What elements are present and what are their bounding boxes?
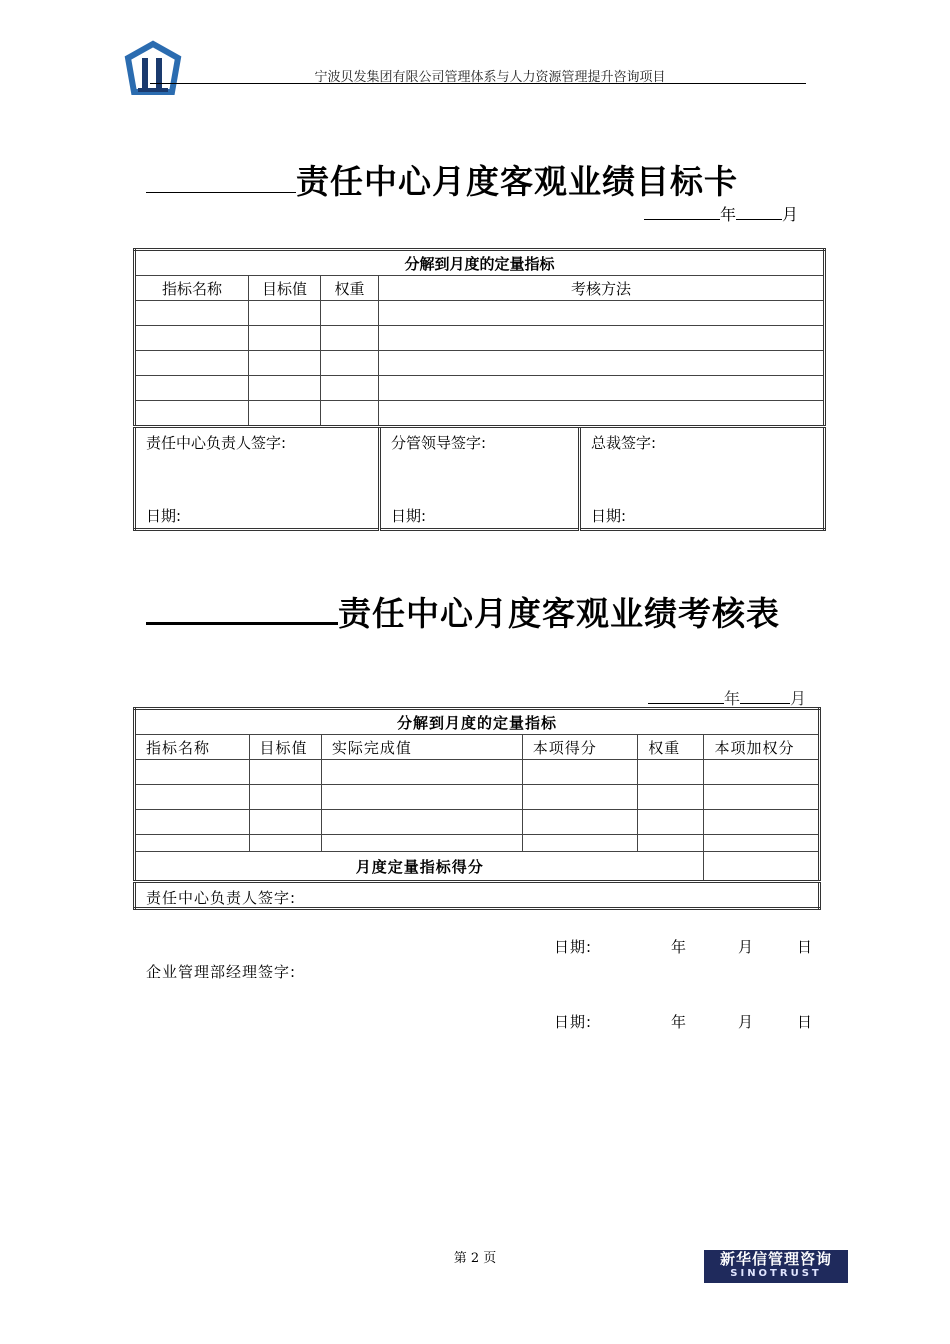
- cell[interactable]: [321, 376, 379, 401]
- cell[interactable]: [379, 351, 825, 376]
- card1-signature-leader-date: 日期:: [391, 507, 427, 525]
- card1-year-month: [644, 202, 798, 225]
- table-row: [135, 401, 825, 427]
- cell[interactable]: [135, 760, 250, 785]
- card1-section-header: 分解到月度的定量指标: [135, 250, 825, 276]
- cell[interactable]: [321, 835, 522, 852]
- cell[interactable]: [379, 326, 825, 351]
- card2-year-label: 年: [724, 689, 741, 708]
- cell[interactable]: [321, 810, 522, 835]
- card2-sign-owner-date-label: 日期:: [554, 938, 593, 956]
- brand-name-en: SINOTRUST: [730, 1268, 822, 1279]
- cell[interactable]: [249, 810, 321, 835]
- cell[interactable]: [379, 401, 825, 427]
- card1-year-blank: [644, 205, 720, 220]
- cell[interactable]: [321, 760, 522, 785]
- card2-col-target: 目标值: [249, 735, 321, 760]
- company-logo: [124, 40, 182, 96]
- card1-signature-owner-date: 日期:: [146, 507, 182, 525]
- cell[interactable]: [135, 326, 249, 351]
- card2-total-value[interactable]: [704, 852, 820, 882]
- cell[interactable]: [135, 785, 250, 810]
- table-row: [135, 376, 825, 401]
- card1-title-line: [146, 156, 738, 203]
- cell[interactable]: [135, 376, 249, 401]
- card2-sign-manager-month: 月: [738, 1013, 755, 1031]
- cell[interactable]: [638, 760, 704, 785]
- table-row: [135, 760, 820, 785]
- card2-title-blank: [146, 596, 338, 625]
- card1-signature-leader-label: 分管领导签字:: [391, 434, 487, 452]
- card2-year-month: [648, 686, 806, 709]
- card2-sign-owner-month: 月: [738, 938, 755, 956]
- card1-title: 责任中心月度客观业绩目标卡: [296, 162, 738, 201]
- card1-col-weight: 权重: [321, 276, 379, 301]
- table-row: [135, 835, 820, 852]
- card1-month-blank: [736, 205, 782, 220]
- cell[interactable]: [321, 326, 379, 351]
- cell[interactable]: [135, 810, 250, 835]
- cell[interactable]: [522, 760, 638, 785]
- cell[interactable]: [249, 401, 321, 427]
- cell[interactable]: [321, 785, 522, 810]
- card1-signature-president-date: 日期:: [591, 507, 627, 525]
- card2-total-label: 月度定量指标得分: [135, 852, 704, 882]
- cell[interactable]: [522, 810, 638, 835]
- brand-name-cn: 新华信管理咨询: [719, 1250, 832, 1268]
- card1-signature-president[interactable]: [580, 427, 825, 530]
- page-number: 第 2 页: [453, 1251, 497, 1266]
- card2-month-blank: [740, 689, 790, 704]
- cell[interactable]: [704, 760, 820, 785]
- brand-logo: [704, 1250, 848, 1283]
- card2-month-label: 月: [790, 689, 807, 708]
- cell[interactable]: [321, 351, 379, 376]
- card2-sign-manager-label: 企业管理部经理签字:: [146, 963, 297, 981]
- cell[interactable]: [249, 301, 321, 326]
- cell[interactable]: [704, 810, 820, 835]
- target-card-table: [133, 248, 826, 531]
- table-row: [135, 301, 825, 326]
- card2-signature-block[interactable]: [135, 882, 820, 1031]
- card2-sign-owner-label: 责任中心负责人签字:: [146, 889, 297, 907]
- card1-title-blank: [146, 166, 296, 193]
- cell[interactable]: [135, 401, 249, 427]
- cell[interactable]: [321, 401, 379, 427]
- card1-month-label: 月: [782, 205, 799, 224]
- cell[interactable]: [638, 835, 704, 852]
- table-row: [135, 351, 825, 376]
- cell[interactable]: [249, 785, 321, 810]
- card2-col-weighted: 本项加权分: [704, 735, 820, 760]
- header-project-title: 宁波贝发集团有限公司管理体系与人力资源管理提升咨询项目: [314, 70, 666, 85]
- card2-sign-owner-year: 年: [671, 938, 688, 956]
- card1-signature-president-label: 总裁签字:: [591, 434, 657, 452]
- card2-sign-manager-year: 年: [671, 1013, 688, 1031]
- card1-col-name: 指标名称: [135, 276, 249, 301]
- card2-sign-manager-date-label: 日期:: [554, 1013, 593, 1031]
- cell[interactable]: [379, 301, 825, 326]
- cell[interactable]: [249, 376, 321, 401]
- cell[interactable]: [704, 835, 820, 852]
- card2-col-weight: 权重: [638, 735, 704, 760]
- cell[interactable]: [638, 810, 704, 835]
- cell[interactable]: [135, 301, 249, 326]
- cell[interactable]: [249, 326, 321, 351]
- cell[interactable]: [522, 835, 638, 852]
- card2-col-score: 本项得分: [522, 735, 638, 760]
- card1-col-target: 目标值: [249, 276, 321, 301]
- card2-sign-manager-day: 日: [797, 1013, 814, 1031]
- card1-col-method: 考核方法: [379, 276, 825, 301]
- cell[interactable]: [249, 835, 321, 852]
- header-divider: [150, 83, 806, 84]
- cell[interactable]: [135, 835, 250, 852]
- table-row: [135, 326, 825, 351]
- card2-col-actual: 实际完成值: [321, 735, 522, 760]
- card2-title: 责任中心月度客观业绩考核表: [338, 594, 780, 633]
- cell[interactable]: [249, 760, 321, 785]
- card2-section-header: 分解到月度的定量指标: [135, 709, 820, 735]
- cell[interactable]: [522, 785, 638, 810]
- cell[interactable]: [379, 376, 825, 401]
- card1-year-label: 年: [720, 205, 737, 224]
- cell[interactable]: [321, 301, 379, 326]
- table-row: [135, 785, 820, 810]
- assessment-table: [133, 707, 821, 1031]
- card2-title-line: [146, 588, 780, 635]
- card2-year-blank: [648, 689, 724, 704]
- cell[interactable]: [638, 785, 704, 810]
- cell[interactable]: [704, 785, 820, 810]
- card2-sign-owner-day: 日: [797, 938, 814, 956]
- cell[interactable]: [249, 351, 321, 376]
- cell[interactable]: [135, 351, 249, 376]
- card1-signature-owner-label: 责任中心负责人签字:: [146, 434, 287, 452]
- card2-col-name: 指标名称: [135, 735, 250, 760]
- card1-signature-owner[interactable]: [135, 427, 380, 530]
- table-row: [135, 810, 820, 835]
- card1-signature-leader[interactable]: [380, 427, 580, 530]
